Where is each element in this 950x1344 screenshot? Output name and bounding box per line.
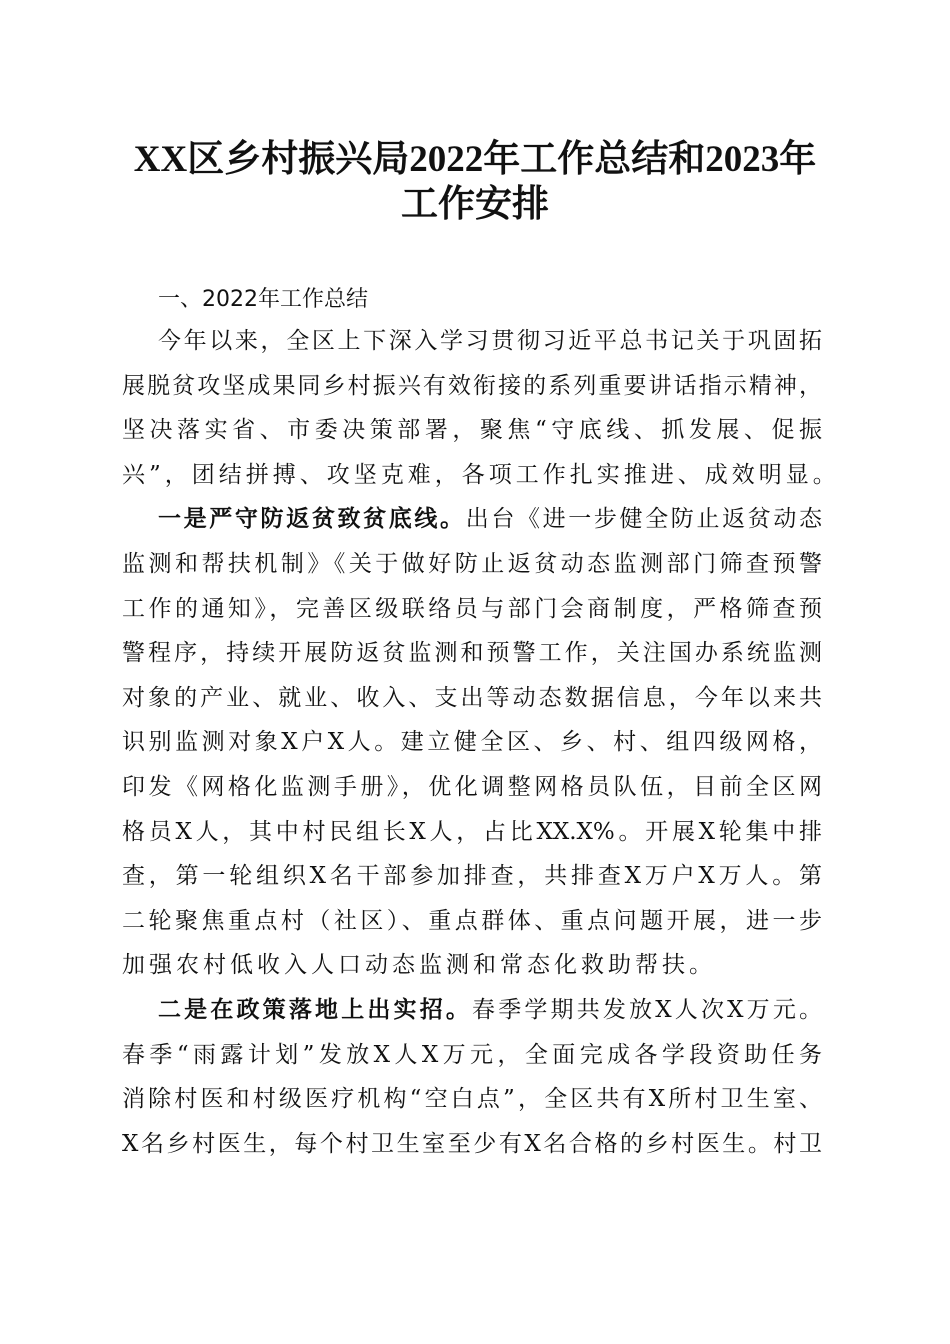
line-text: 春季“雨露计划”发放X人X万元，全面完成各学段资助任务 <box>122 1041 822 1068</box>
document-title <box>0 137 950 227</box>
line-text: 二轮聚焦重点村（社区）、重点群体、重点问题开展，进一步 <box>122 907 822 934</box>
section-heading: 一、2022年工作总结 <box>158 287 368 312</box>
line-text: 春季学期共发放X人次X万元。 <box>472 996 823 1023</box>
line-text: 出台《进一步健全防止返贫动态 <box>465 506 823 533</box>
line-text: 警程序，持续开展防返贫监测和预警工作，关注国办系统监测 <box>122 640 822 667</box>
title-line-2: 工作安排 <box>401 184 549 225</box>
line-text: 监测和帮扶机制》《关于做好防止返贫动态监测部门筛查预警 <box>122 550 822 577</box>
line-text: 对象的产业、就业、收入、支出等动态数据信息，今年以来共 <box>122 684 822 711</box>
line-text: 消除村医和村级医疗机构“空白点”，全区共有X所村卫生室、 <box>122 1086 822 1113</box>
line-text: 工作的通知》，完善区级联络员与部门会商制度，严格筛查预 <box>122 595 822 622</box>
line-text: X名乡村医生，每个村卫生室至少有X名合格的乡村医生。村卫 <box>122 1130 822 1157</box>
paragraph-2-line <box>122 943 822 988</box>
paragraph-2-line <box>122 899 822 944</box>
paragraph-2-line <box>122 497 822 542</box>
paragraph-1-line <box>122 408 822 453</box>
line-text: 识别监测对象X户X人。建立健全区、乡、村、组四级网格， <box>122 729 822 756</box>
paragraph-lead: 二是在政策落地上出实招。 <box>158 996 473 1023</box>
paragraph-2-line <box>122 631 822 676</box>
paragraph-3-line <box>122 1122 822 1167</box>
paragraph-1-line <box>122 364 822 409</box>
paragraph-3-line <box>122 1033 822 1078</box>
line-text: 兴”，团结拼搏、攻坚克难，各项工作扎实推进、成效明显。 <box>122 461 840 488</box>
paragraph-1-line <box>122 453 840 498</box>
paragraph-2-line <box>122 720 822 765</box>
line-text: 加强农村低收入人口动态监测和常态化救助帮扶。 <box>122 952 716 979</box>
line-text: 展脱贫攻坚成果同乡村振兴有效衔接的系列重要讲话指示精神， <box>122 372 822 399</box>
line-text: 格员X人，其中村民组长X人，占比XX.X%。开展X轮集中排 <box>122 818 822 845</box>
title-line-1: XX区乡村振兴局2022年工作总结和2023年 <box>133 139 817 180</box>
document-body <box>122 319 840 1166</box>
paragraph-2-line <box>122 676 822 721</box>
line-text: 坚决落实省、市委决策部署，聚焦“守底线、抓发展、促振 <box>122 417 822 444</box>
paragraph-2-line <box>122 854 822 899</box>
paragraph-2-line <box>122 542 822 587</box>
paragraph-1-line <box>122 319 822 364</box>
line-text: 印发《网格化监测手册》，优化调整网格员队伍，目前全区网 <box>122 773 822 800</box>
line-text: 今年以来，全区上下深入学习贯彻习近平总书记关于巩固拓 <box>158 328 822 354</box>
paragraph-lead: 一是严守防返贫致贫底线。 <box>158 506 466 533</box>
paragraph-3-line <box>122 1077 822 1122</box>
line-text: 查，第一轮组织X名干部参加排查，共排查X万户X万人。第 <box>122 863 822 890</box>
paragraph-3-line <box>122 988 822 1033</box>
paragraph-2-line <box>122 587 822 632</box>
paragraph-2-line <box>122 765 822 810</box>
paragraph-2-line <box>122 810 822 855</box>
